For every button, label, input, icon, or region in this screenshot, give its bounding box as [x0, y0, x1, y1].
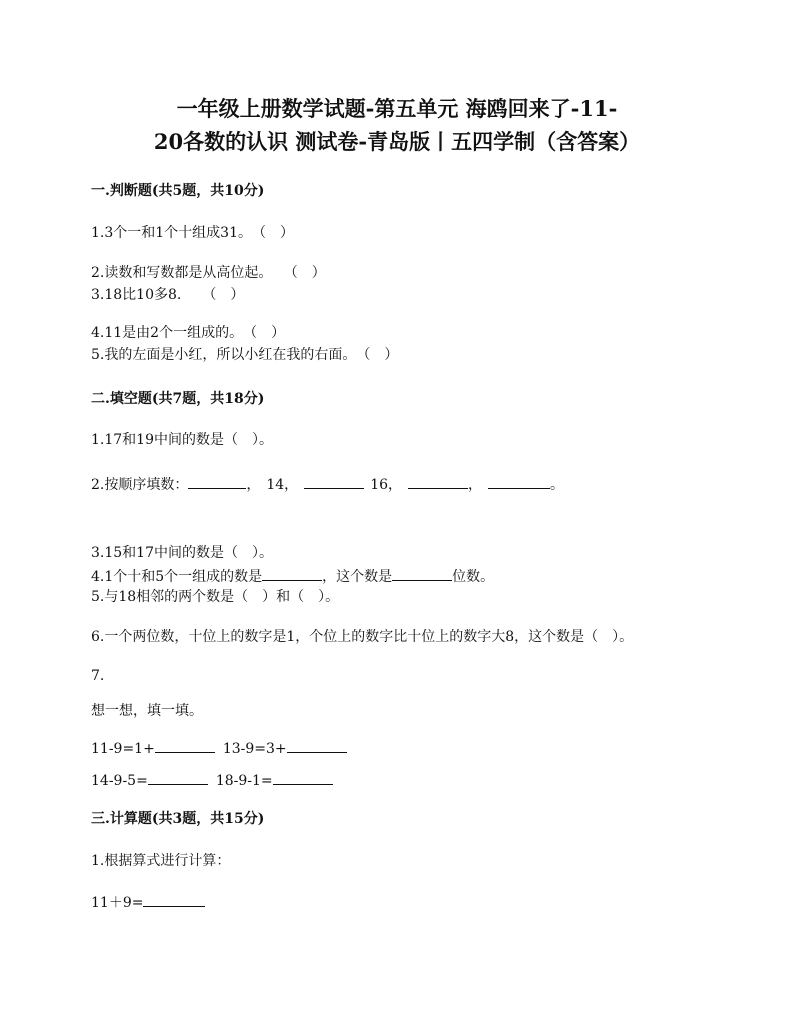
question-1-5: 5.我的左面是小红，所以小红在我的右面。 （ ）: [91, 347, 399, 363]
question-2-7-prompt: 想一想，填一填。: [91, 703, 203, 719]
question-2-4-part-2: ，这个数是: [322, 569, 393, 585]
answer-blank[interactable]: [304, 474, 364, 489]
question-2-3: 3.15和17中间的数是（ ）。: [91, 545, 273, 561]
question-2-2-number-16: 16，: [370, 477, 403, 493]
question-2-4: [91, 566, 494, 586]
question-3-1: 1.根据算式进行计算：: [91, 853, 231, 869]
equation-18-9-1: 18-9-1=: [215, 773, 273, 789]
section-heading-calculation: 三.计算题(共3题，共15分): [91, 811, 265, 827]
equation-13-9: 13-9=3+: [222, 741, 287, 757]
question-1-3: 3.18比10多8. （ ）: [91, 287, 245, 303]
document-title-line-2: 20各数的认识 测试卷-青岛版丨五四学制（含答案）: [153, 129, 641, 154]
answer-blank[interactable]: [262, 566, 322, 581]
question-3-1-expression: [91, 892, 205, 912]
answer-blank[interactable]: [273, 770, 333, 785]
question-1-4: 4.11是由2个一组成的。 （ ）: [91, 325, 286, 341]
answer-blank[interactable]: [143, 892, 205, 907]
equation-14-9-5: 14-9-5=: [91, 773, 148, 789]
question-1-1: 1.3个一和1个十组成31。 （ ）: [91, 225, 294, 241]
question-2-4-part-3: 位数。: [452, 569, 495, 585]
question-2-2-end: 。: [550, 477, 565, 493]
answer-blank[interactable]: [155, 738, 215, 753]
question-1-2: 2.读数和写数都是从高位起。 （ ）: [91, 265, 326, 281]
question-2-5: 5.与18相邻的两个数是（ ）和（ ）。: [91, 589, 340, 605]
answer-blank[interactable]: [188, 474, 246, 489]
document-title-line-1: 一年级上册数学试题-第五单元 海鸥回来了-11-: [176, 96, 618, 121]
question-2-7-row-2: [91, 770, 333, 790]
question-2-6: 6.一个两位数，十位上的数字是1，个位上的数字比十位上的数字大8，这个数是（ ）。: [91, 629, 634, 645]
equation-11-plus-9: 11＋9=: [91, 895, 144, 911]
equation-11-9: 11-9=1+: [91, 741, 155, 757]
answer-blank[interactable]: [408, 474, 468, 489]
section-heading-true-false: 一.判断题(共5题，共10分): [91, 183, 265, 199]
question-2-2-separator: ，: [468, 477, 483, 493]
answer-blank[interactable]: [287, 738, 347, 753]
section-heading-fill-blank: 二.填空题(共7题，共18分): [91, 391, 265, 407]
question-2-7-number: 7.: [91, 668, 105, 684]
question-2-2-prefix: 2.按顺序填数：: [91, 477, 189, 493]
question-2-1: 1.17和19中间的数是（ ）。: [91, 432, 273, 448]
answer-blank[interactable]: [392, 566, 452, 581]
question-2-2: [91, 474, 564, 494]
question-2-2-number-14: 14，: [266, 477, 299, 493]
answer-blank[interactable]: [488, 474, 550, 489]
question-2-7-row-1: [91, 738, 347, 758]
question-2-2-separator: ，: [246, 477, 261, 493]
question-2-4-part-1: 4.1个十和5个一组成的数是: [91, 569, 263, 585]
answer-blank[interactable]: [148, 770, 208, 785]
